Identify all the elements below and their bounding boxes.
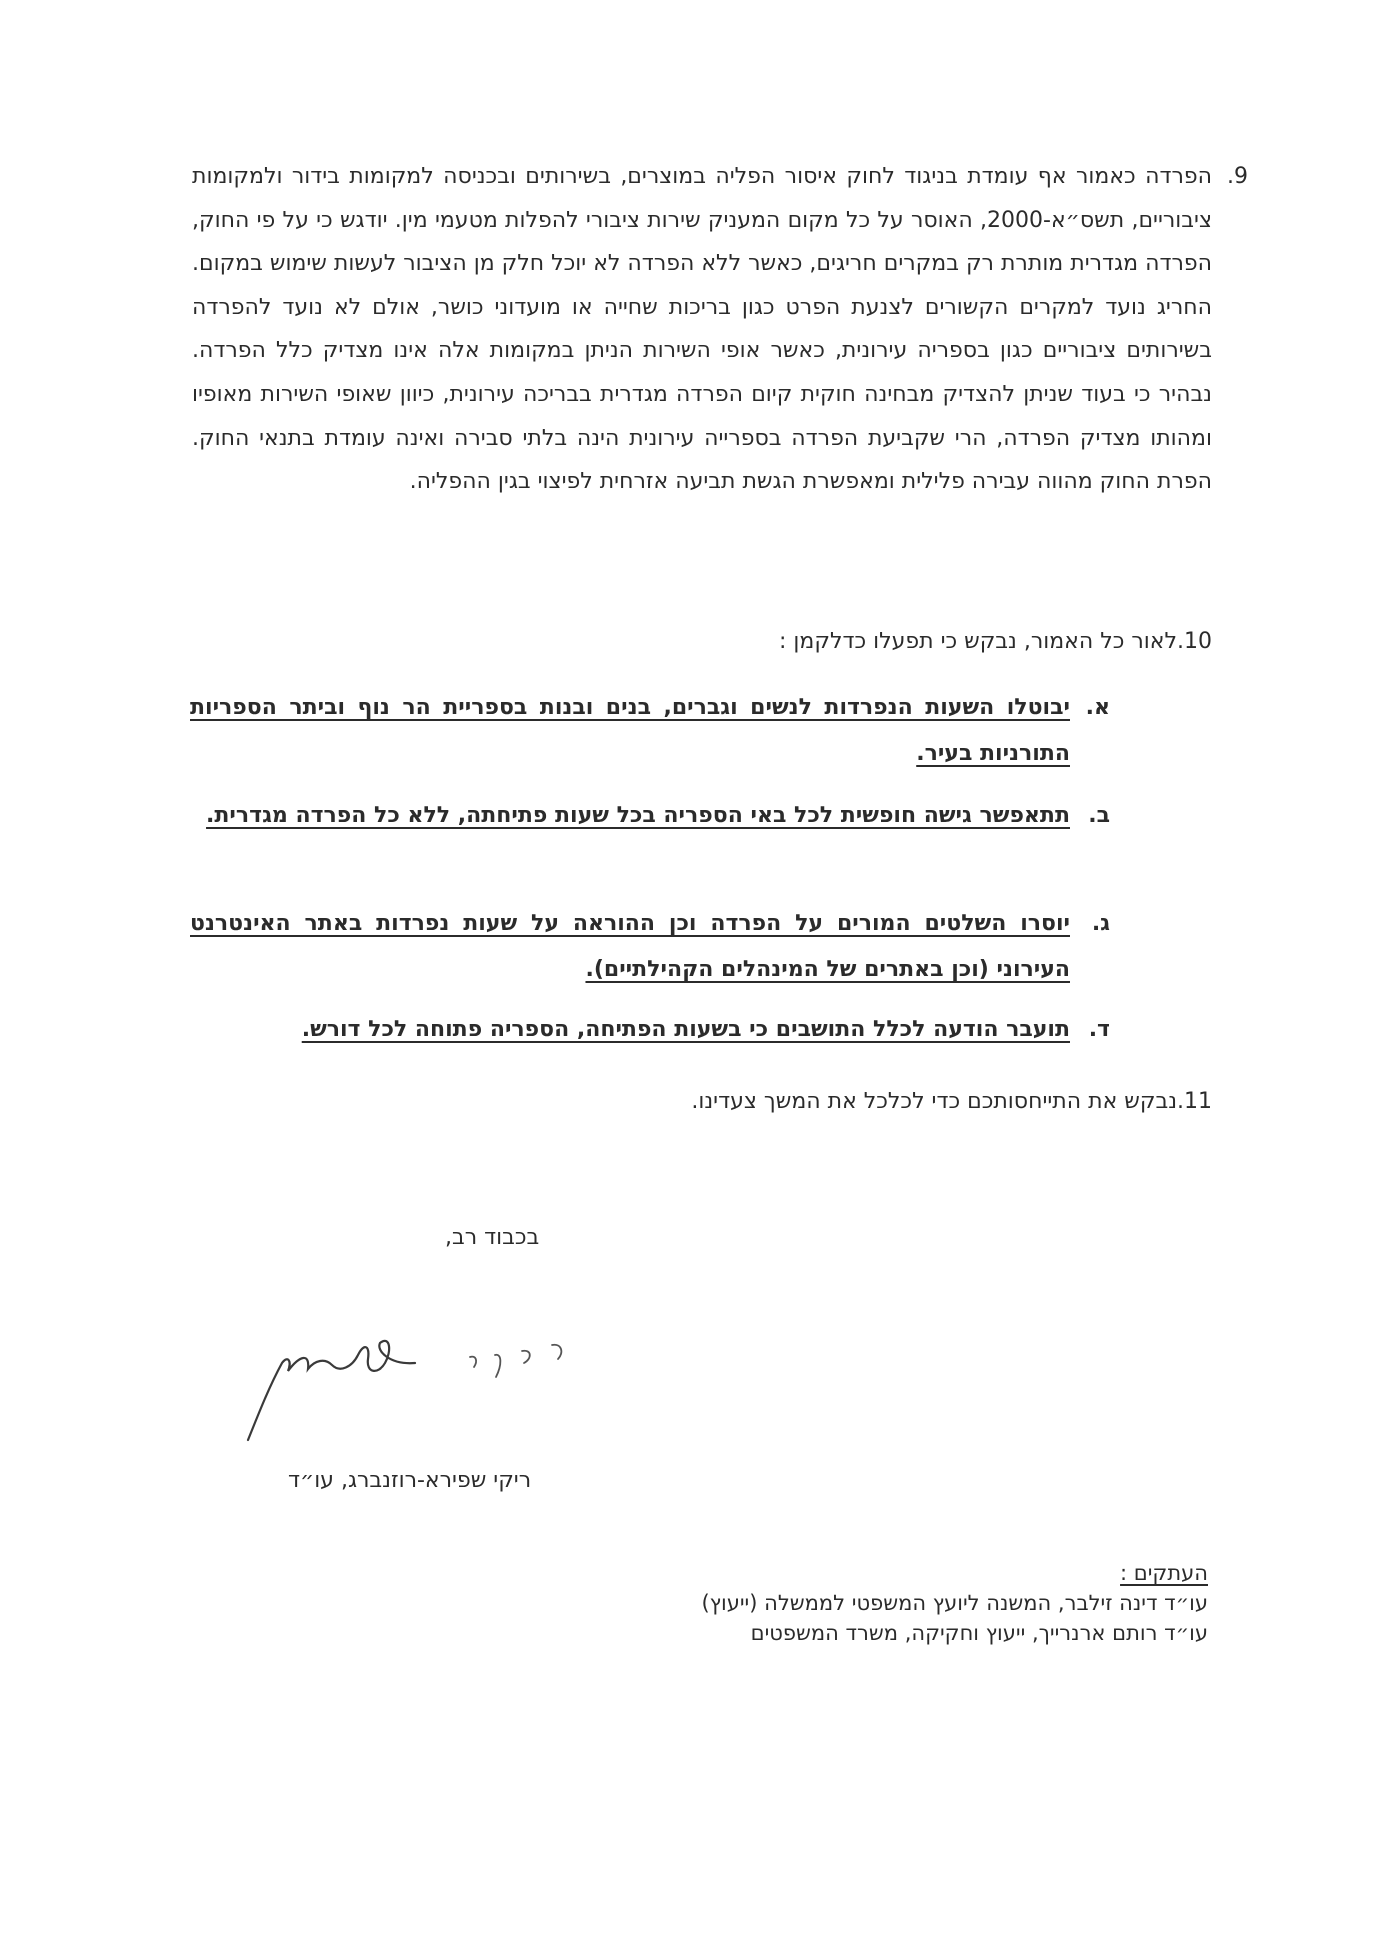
request-text: יבוטלו השעות הנפרדות לנשים וגברים, בנים ובנות בספריית הר נוף וביתר הספריות התורניות בעיר. bbox=[190, 695, 1070, 766]
request-item-g bbox=[190, 901, 1110, 993]
section-10-paragraph: 10.לאור כל האמור, נבקש כי תפעלו כדלקמן : bbox=[779, 629, 1212, 654]
copies-line: עו״ד דינה זילבר, המשנה ליועץ המשפטי לממשלה (ייעוץ) bbox=[701, 1591, 1208, 1615]
request-text: תועבר הודעה לכלל התושבים כי בשעות הפתיחה, הספריה פתוחה לכל דורש. bbox=[301, 1017, 1070, 1042]
section-9-paragraph bbox=[192, 155, 1248, 504]
copies-line: עו״ד רותם ארנרייך, ייעוץ וחקיקה, משרד המשפטים bbox=[750, 1621, 1208, 1645]
handwritten-signature bbox=[240, 1315, 640, 1445]
request-text: יוסרו השלטים המורים על הפרדה וכן ההוראה על שעות נפרדות באתר האינטרנט העירוני (וכן באתרים של המינהלים הקהילתיים). bbox=[190, 911, 1070, 982]
request-letter: ג. bbox=[1091, 911, 1110, 936]
request-letter: א. bbox=[1085, 695, 1110, 720]
request-text: תתאפשר גישה חופשית לכל באי הספריה בכל שעות פתיחתה, ללא כל הפרדה מגדרית. bbox=[206, 803, 1070, 828]
request-letter: ב. bbox=[1088, 803, 1110, 828]
request-letter: ד. bbox=[1088, 1017, 1110, 1042]
section-9-text: הפרדה כאמור אף עומדת בניגוד לחוק איסור הפליה במוצרים, בשירותים ובכניסה למקומות בידור ולמקומות ציבוריים, תשס״א-2000, האוסר על כל מקום המעניק שירות ציבורי להפלות מטעמי מין. יודגש כי על פי החוק, הפרדה מגדרית מותרת רק במקרים חריגים, כאשר ללא הפרדה לא יוכל חלק מן הציבור לעשות שימוש במקום. החריג נועד למקרים הקשורים לצנעת הפרט כגון בריכות שחייה או מועדוני כושר, אולם לא נועד להפרדה בשירותים ציבוריים כגון בספריה עירונית, כאשר אופי השירות הניתן במקומות אלה אינו מצדיק כלל הפרדה. נבהיר כי בעוד שניתן להצדיק מבחינה חוקית קיום הפרדה מגדרית בבריכה עירונית, כיוון שאופי השירות מאופיו ומהותו מצדיק הפרדה, הרי שקביעת הפרדה בספרייה עירונית הינה בלתי סבירה ואינה עומדת בתנאי החוק. הפרת החוק מהווה עבירה פלילית ומאפשרת הגשת תביעה אזרחית לפיצוי בגין ההפליה. bbox=[192, 164, 1212, 495]
request-item-d bbox=[190, 1007, 1110, 1053]
copies-block bbox=[701, 1558, 1208, 1648]
request-item-a bbox=[190, 685, 1110, 777]
request-item-b bbox=[190, 793, 1110, 839]
signer-name: ריקי שפירא-רוזנברג, עו״ד bbox=[288, 1468, 532, 1493]
closing-salutation: בכבוד רב, bbox=[445, 1225, 540, 1250]
section-9-number: 9. bbox=[1227, 164, 1248, 189]
section-11-paragraph: 11.נבקש את התייחסותכם כדי לכלכל את המשך צעדינו. bbox=[691, 1089, 1212, 1114]
copies-heading: העתקים : bbox=[1120, 1561, 1208, 1585]
